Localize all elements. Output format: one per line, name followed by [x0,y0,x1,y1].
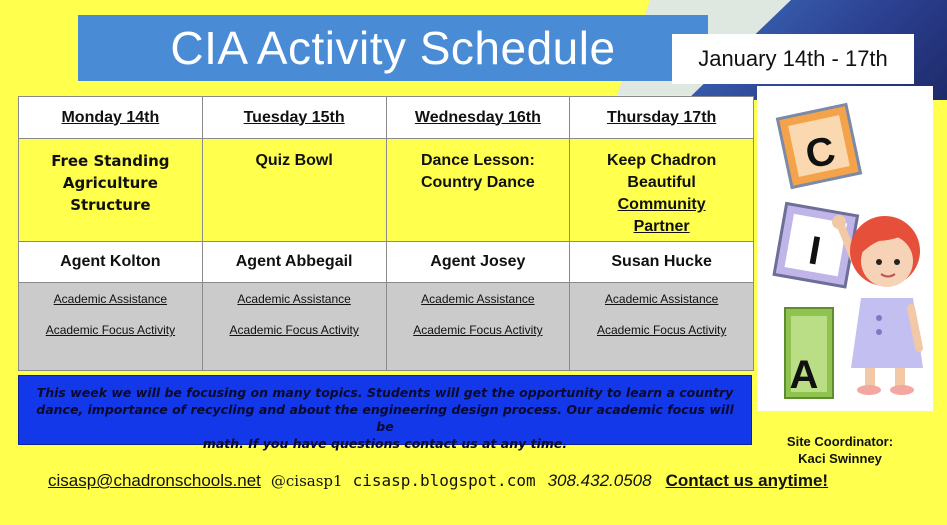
notice-line: This week we will be focusing on many topics. Students will get the opportunity to learn a country [36,385,734,400]
activity-cell-wednesday [386,139,570,242]
agent-cell-wednesday [386,242,570,283]
academic-assistance-link[interactable]: Academic Assistance [237,292,351,306]
academic-cell-monday [19,283,203,371]
day-cell-thursday [570,97,754,139]
academic-cell-wednesday [386,283,570,371]
day-cell-monday [19,97,203,139]
logo-letter-c: C [801,128,840,178]
agent-name: Susan Hucke [611,253,712,270]
activity-line: Agriculture [62,174,158,192]
blog-link[interactable]: cisasp.blogspot.com [352,471,536,490]
activity-line: Structure [70,196,151,214]
day-cell-wednesday [386,97,570,139]
date-range-box [672,34,914,84]
logo-letter-a: A [789,353,819,397]
academic-focus-link[interactable]: Academic Focus Activity [413,323,543,337]
activity-cell-tuesday [202,139,386,242]
agent-name: Agent Josey [430,253,526,270]
letter-block-c [777,104,860,187]
logo-letter-i: I [805,228,825,274]
academic-focus-link[interactable]: Academic Focus Activity [229,323,359,337]
site-coordinator [760,433,920,467]
academic-focus-link[interactable]: Academic Focus Activity [596,323,727,337]
agent-cell-tuesday [202,242,386,283]
phone-number: 308.432.0508 [547,471,652,490]
community-partner-link[interactable]: Partner [633,218,690,235]
contact-footer [48,471,828,495]
contact-us-link[interactable]: Contact us anytime! [665,471,829,490]
activity-line: Dance Lesson: [420,152,535,169]
agent-cell-thursday [570,242,754,283]
title-banner [78,15,708,81]
agent-name: Agent Abbegail [235,253,353,270]
day-cell-tuesday [202,97,386,139]
page-title: CIA Activity Schedule [170,22,616,74]
agent-name: Agent Kolton [60,253,161,270]
email-link[interactable]: cisasp@chadronschools.net [48,471,261,490]
day-header-row [19,97,754,139]
day-label: Tuesday 15th [243,108,345,126]
agent-cell-monday [19,242,203,283]
academic-assistance-link[interactable]: Academic Assistance [421,292,535,306]
cia-logo-illustration [757,86,933,411]
cia-logo-panel [757,86,933,411]
academic-assistance-link[interactable]: Academic Assistance [604,292,719,306]
schedule-table [18,96,754,371]
academic-cell-thursday [570,283,754,371]
weekly-notice [18,375,752,451]
academic-row [19,283,754,371]
notice-line: dance, importance of recycling and about the engineering design process. Our academic focus will be [36,402,734,434]
girl-illustration [832,215,923,395]
notice-line: math. If you have questions contact us at any time. [202,436,568,451]
community-partner-link[interactable]: Community [617,196,706,213]
activity-line: Country Dance [420,174,535,191]
day-label: Monday 14th [61,108,160,126]
activity-line: Keep Chadron [606,152,717,169]
activity-row [19,139,754,242]
activity-line: Free Standing [51,152,170,170]
academic-focus-link[interactable]: Academic Focus Activity [45,323,176,337]
coordinator-label: Site Coordinator: [786,434,894,449]
academic-cell-tuesday [202,283,386,371]
activity-line: Beautiful [627,174,696,191]
agent-row [19,242,754,283]
activity-cell-monday [19,139,203,242]
day-label: Wednesday 16th [414,108,541,126]
day-label: Thursday 17th [606,108,717,126]
date-range: January 14th - 17th [698,46,888,71]
activity-cell-thursday [570,139,754,242]
coordinator-name: Kaci Swinney [798,451,882,466]
activity-line: Quiz Bowl [255,152,333,169]
letter-block-a [785,308,833,398]
twitter-handle: @cisasp1 [270,472,343,490]
academic-assistance-link[interactable]: Academic Assistance [53,292,168,306]
